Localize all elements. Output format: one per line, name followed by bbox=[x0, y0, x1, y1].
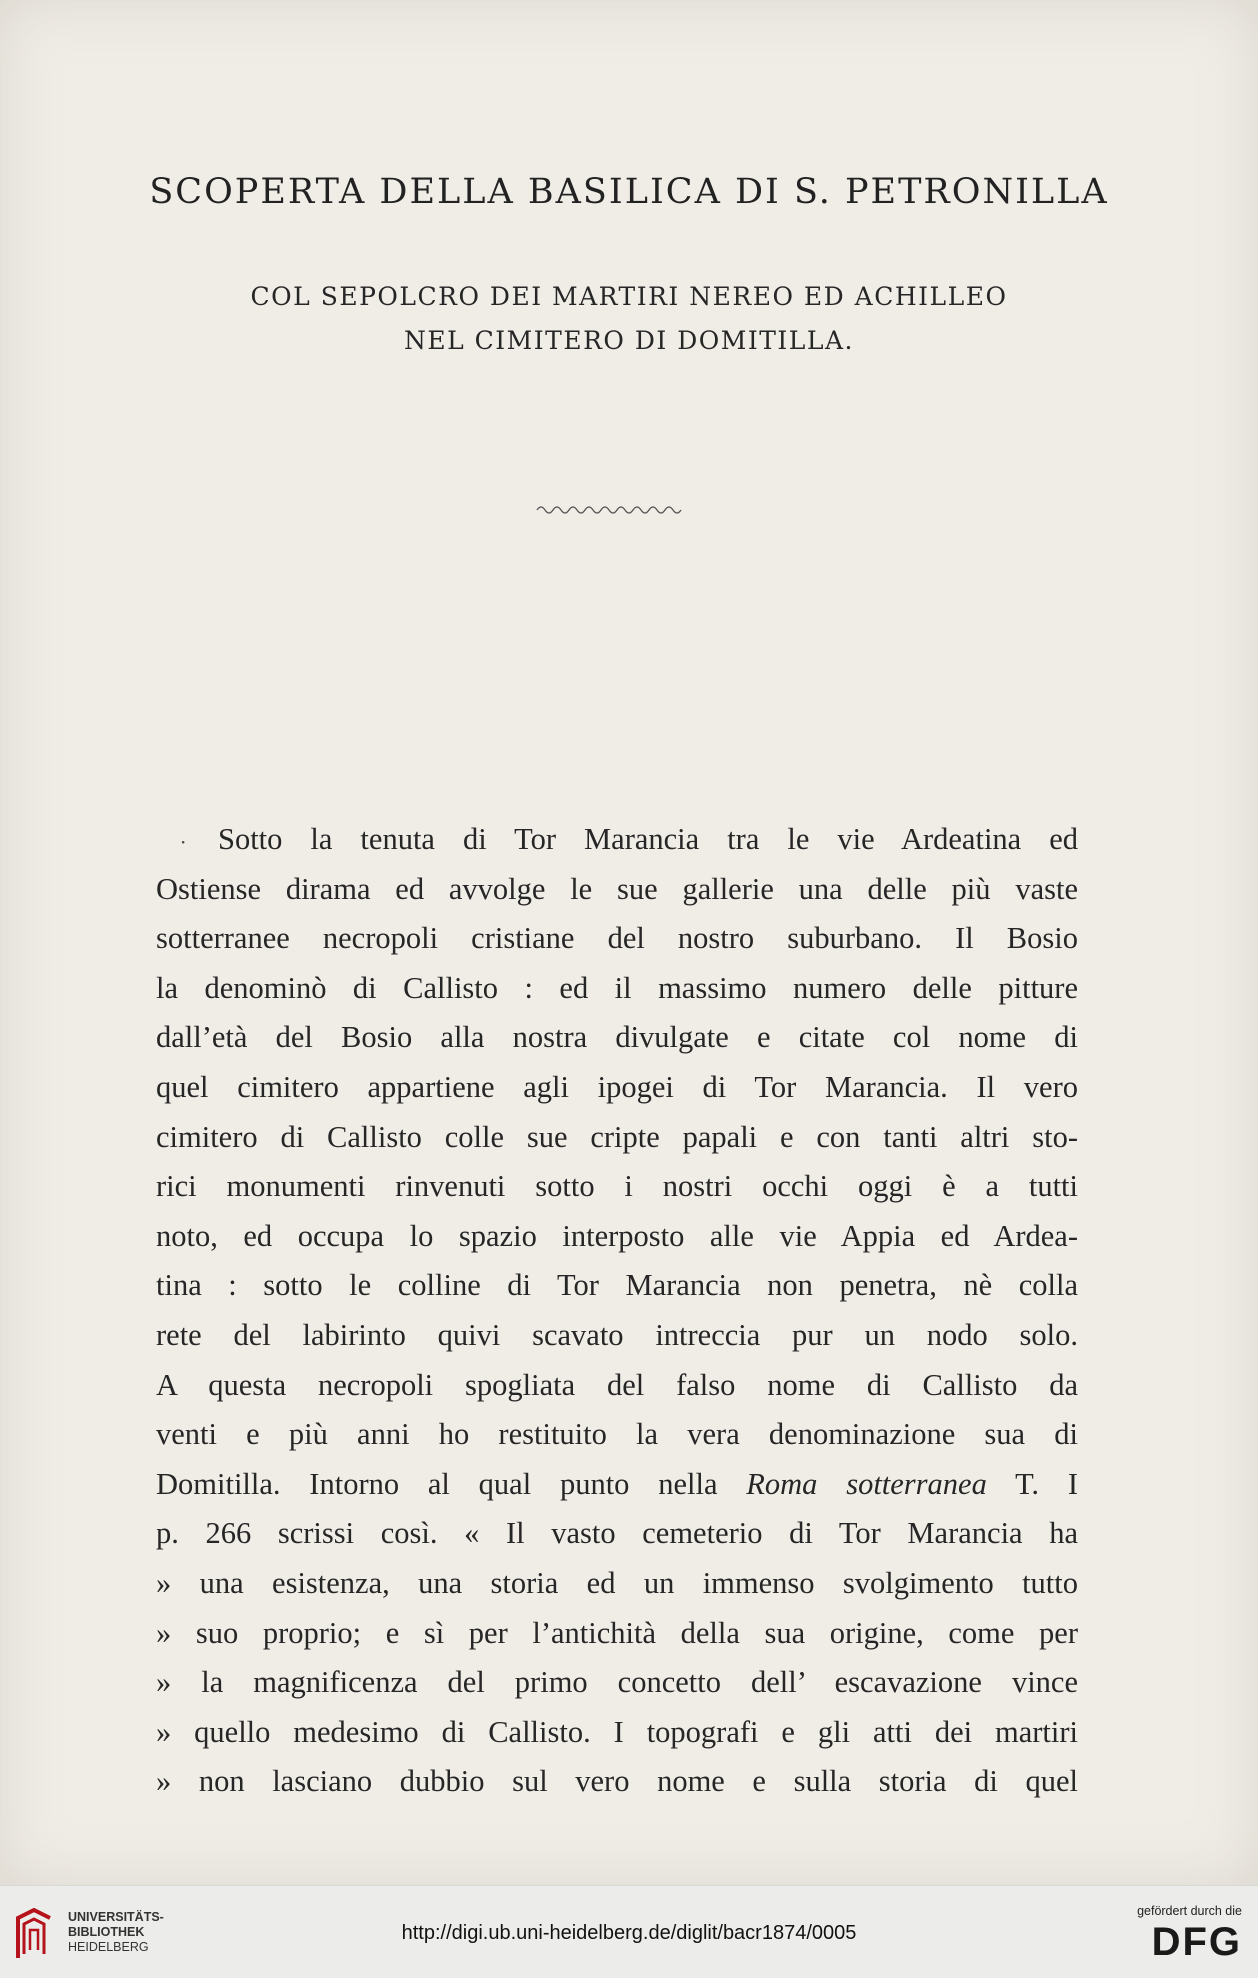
viewer-footer bbox=[0, 1885, 1258, 1978]
book-title-italic: Roma sotterranea bbox=[746, 1466, 987, 1501]
logo-line-3: HEIDELBERG bbox=[68, 1940, 149, 1954]
logo-line-2: BIBLIOTHEK bbox=[68, 1925, 145, 1939]
body-line: noto, ed occupa lo spazio interposto alle vie Appia ed Ardea- bbox=[156, 1218, 1078, 1253]
line-text-after: T. I bbox=[986, 1466, 1078, 1501]
subtitle-line-2: NEL CIMITERO DI DOMITILLA. bbox=[404, 326, 854, 355]
body-line: » una esistenza, una storia ed un immenso svolgimento tutto bbox=[156, 1565, 1078, 1600]
paragraph-bullet: · bbox=[180, 830, 187, 854]
funded-by-label: gefördert durch die bbox=[1137, 1904, 1242, 1918]
logo-line-1: UNIVERSITÄTS- bbox=[68, 1910, 164, 1924]
body-line: Sotto la tenuta di Tor Marancia tra le vie Ardeatina ed bbox=[218, 822, 1078, 856]
line-text-before: Domitilla. Intorno al qual punto nella bbox=[156, 1466, 747, 1501]
permalink-url[interactable]: http://digi.ub.uni-heidelberg.de/diglit/bacr1874/0005 bbox=[401, 1922, 857, 1944]
body-line: rici monumenti rinvenuti sotto i nostri occhi oggi è a tutti bbox=[156, 1169, 1078, 1204]
funding-notice bbox=[1102, 1904, 1242, 1966]
body-line: A questa necropoli spogliata del falso nome di Callisto da bbox=[156, 1367, 1078, 1402]
article-title: SCOPERTA DELLA BASILICA DI S. PETRONILLA bbox=[149, 172, 1109, 212]
body-line: » suo proprio; e sì per l’antichità della sua origine, come per bbox=[156, 1615, 1078, 1650]
body-line: dall’età del Bosio alla nostra divulgate e citate col nome di bbox=[156, 1020, 1078, 1055]
body-line: rete del labirinto quivi scavato intreccia pur un nodo solo. bbox=[156, 1317, 1078, 1352]
body-line: p. 266 scrissi così. « Il vasto cemeterio di Tor Marancia ha bbox=[156, 1516, 1078, 1551]
body-line-with-italic bbox=[156, 1460, 1078, 1510]
body-line: » quello medesimo di Callisto. I topografi e gli atti dei martiri bbox=[156, 1714, 1078, 1749]
body-line: cimitero di Callisto colle sue cripte papali e con tanti altri sto- bbox=[156, 1119, 1078, 1154]
body-line: sotterranee necropoli cristiane del nostro suburbano. Il Bosio bbox=[156, 921, 1078, 956]
body-line: la denominò di Callisto : ed il massimo numero delle pitture bbox=[156, 970, 1078, 1005]
dfg-logo: DFG bbox=[1151, 1920, 1242, 1964]
body-paragraph bbox=[156, 815, 1078, 1807]
wavy-rule-ornament bbox=[535, 500, 685, 520]
body-line: quel cimitero appartiene agli ipogei di Tor Marancia. Il vero bbox=[156, 1069, 1078, 1104]
subtitle-line-1: COL SEPOLCRO DEI MARTIRI NEREO ED ACHILLEO bbox=[250, 282, 1008, 311]
body-line: venti e più anni ho restituito la vera denominazione sua di bbox=[156, 1417, 1078, 1452]
body-line: » la magnificenza del primo concetto dell’ escavazione vince bbox=[156, 1665, 1078, 1700]
body-line: Ostiense dirama ed avvolge le sue gallerie una delle più vaste bbox=[156, 871, 1078, 906]
body-line: tina : sotto le colline di Tor Marancia non penetra, nè colla bbox=[156, 1268, 1078, 1303]
body-line: » non lasciano dubbio sul vero nome e sulla storia di quel bbox=[156, 1764, 1078, 1799]
